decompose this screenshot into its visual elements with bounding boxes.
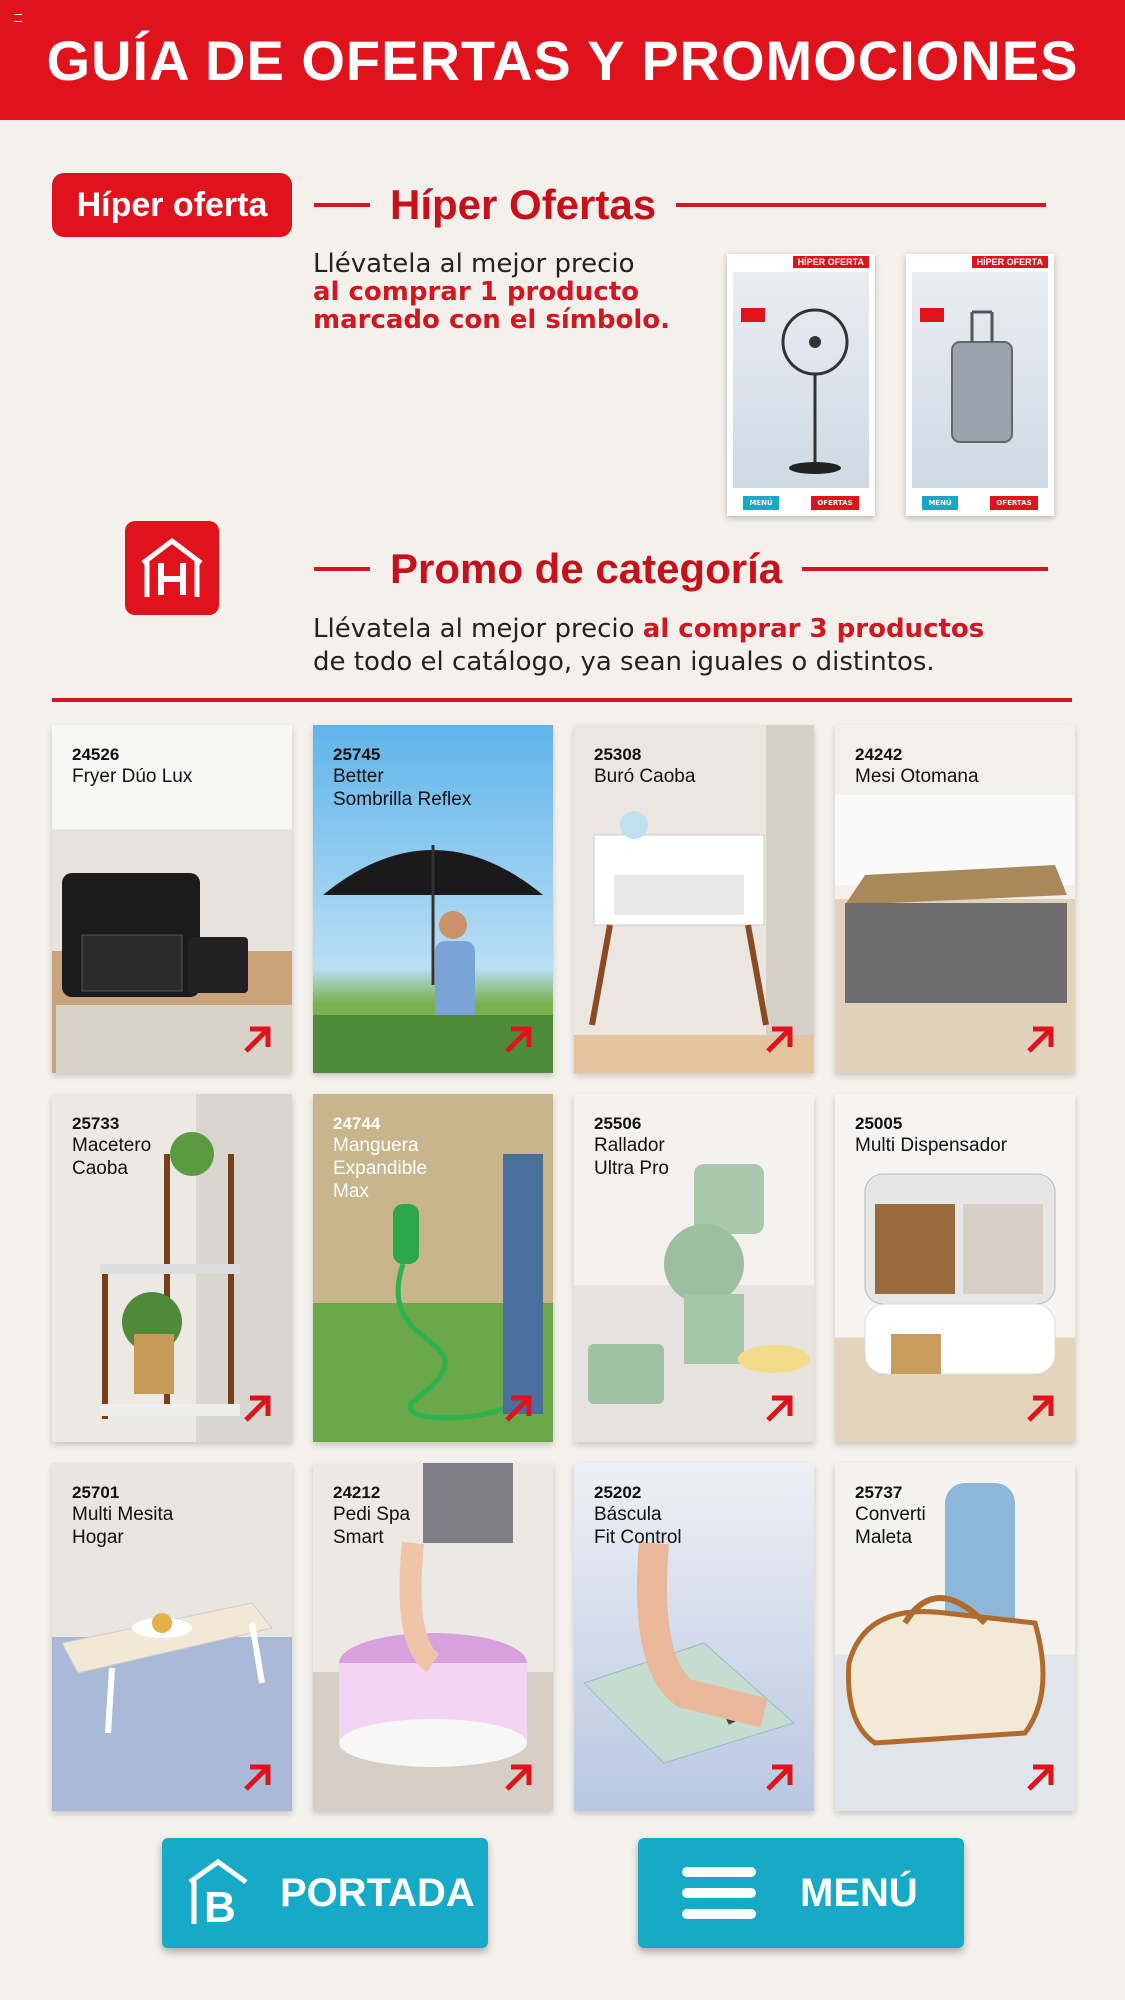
header-banner	[0, 0, 1125, 120]
promo-desc-line2: de todo el catálogo, ya sean iguales o distintos.	[313, 647, 935, 677]
product-card[interactable]	[835, 1463, 1075, 1811]
menu-button[interactable]	[638, 1838, 964, 1948]
thumb-ofertas-button: OFERTAS	[811, 496, 858, 510]
product-name: Macetero Caoba	[72, 1135, 152, 1179]
product-card[interactable]	[52, 725, 292, 1073]
hiper-oferta-badge: Híper oferta	[52, 173, 292, 237]
fan-image	[733, 272, 869, 488]
page-title: GUÍA DE OFERTAS Y PROMOCIONES	[46, 28, 1079, 92]
heading-line-right	[676, 203, 1046, 207]
product-code: 25202	[594, 1483, 642, 1502]
thumb-menu-button: MENÚ	[743, 496, 778, 510]
arrow-up-right-icon[interactable]	[762, 1761, 796, 1795]
portada-label: PORTADA	[280, 1870, 475, 1915]
product-name: Better Sombrilla Reflex	[333, 766, 472, 810]
menu-dots-icon[interactable]	[14, 14, 22, 22]
product-card[interactable]	[313, 1094, 553, 1442]
home-b-icon	[186, 1858, 250, 1928]
product-card[interactable]	[52, 1463, 292, 1811]
arrow-up-right-icon[interactable]	[1023, 1023, 1057, 1057]
hiper-ofertas-heading	[314, 181, 1046, 229]
product-card[interactable]	[574, 1463, 814, 1811]
product-name: Manguera Expandible Max	[333, 1135, 428, 1202]
product-name: Converti Maleta	[855, 1504, 926, 1548]
product-name: Báscula Fit Control	[594, 1504, 682, 1548]
hamburger-menu-icon	[682, 1865, 756, 1921]
heading-line-left	[314, 203, 370, 207]
hiper-ofertas-title: Híper Ofertas	[390, 181, 657, 228]
product-code: 24212	[333, 1483, 381, 1502]
product-name: Fryer Dúo Lux	[72, 766, 193, 787]
product-code: 25701	[72, 1483, 120, 1502]
arrow-up-right-icon[interactable]	[240, 1761, 274, 1795]
promo-desc-line1a: Llévatela al mejor precio	[313, 614, 643, 644]
thumb-tag: HÍPER OFERTA	[793, 256, 869, 268]
product-card[interactable]	[835, 725, 1075, 1073]
product-card[interactable]	[313, 1463, 553, 1811]
product-code: 25745	[333, 745, 381, 764]
promo-description	[313, 613, 984, 679]
product-card[interactable]	[835, 1094, 1075, 1442]
arrow-up-right-icon[interactable]	[240, 1392, 274, 1426]
arrow-up-right-icon[interactable]	[762, 1392, 796, 1426]
product-card[interactable]	[574, 725, 814, 1073]
arrow-up-right-icon[interactable]	[501, 1392, 535, 1426]
heading-line-left	[314, 567, 370, 571]
product-code: 25733	[72, 1114, 120, 1133]
product-code: 24242	[855, 745, 903, 764]
hiper-description	[313, 250, 670, 334]
product-code: 25005	[855, 1114, 903, 1133]
section-divider	[52, 698, 1072, 702]
product-code: 24744	[333, 1114, 381, 1133]
product-name: Rallador Ultra Pro	[594, 1135, 669, 1179]
arrow-up-right-icon[interactable]	[1023, 1761, 1057, 1795]
thumb-tag: HÍPER OFERTA	[972, 256, 1048, 268]
product-code: 25308	[594, 745, 642, 764]
svg-text:B: B	[204, 1883, 236, 1928]
product-card[interactable]	[52, 1094, 292, 1442]
product-card[interactable]	[574, 1094, 814, 1442]
hiper-example-thumbnail-fan	[727, 254, 875, 516]
promo-categoria-heading	[314, 545, 1048, 593]
arrow-up-right-icon[interactable]	[501, 1761, 535, 1795]
product-code: 25737	[855, 1483, 903, 1502]
product-code: 24526	[72, 745, 120, 764]
hiper-desc-line3: marcado con el símbolo.	[313, 305, 670, 335]
portada-button[interactable]	[162, 1838, 488, 1948]
product-name: Multi Mesita Hogar	[72, 1504, 174, 1548]
product-name: Pedi Spa Smart	[333, 1504, 411, 1548]
hiper-desc-line2: al comprar 1 producto	[313, 277, 639, 307]
thumb-ofertas-button: OFERTAS	[990, 496, 1037, 510]
luggage-image	[912, 272, 1048, 488]
house-h-icon	[125, 521, 219, 615]
thumb-menu-button: MENÚ	[922, 496, 957, 510]
hiper-example-thumbnail-luggage	[906, 254, 1054, 516]
product-name: Multi Dispensador	[855, 1135, 1008, 1156]
arrow-up-right-icon[interactable]	[762, 1023, 796, 1057]
promo-desc-line1b: al comprar 3 productos	[642, 614, 985, 644]
menu-label: MENÚ	[800, 1870, 918, 1915]
arrow-up-right-icon[interactable]	[240, 1023, 274, 1057]
product-card[interactable]	[313, 725, 553, 1073]
product-name: Mesi Otomana	[855, 766, 979, 787]
product-code: 25506	[594, 1114, 642, 1133]
promo-categoria-title: Promo de categoría	[390, 545, 783, 592]
arrow-up-right-icon[interactable]	[1023, 1392, 1057, 1426]
product-name: Buró Caoba	[594, 766, 696, 787]
arrow-up-right-icon[interactable]	[501, 1023, 535, 1057]
heading-line-right	[802, 567, 1048, 571]
hiper-desc-line1: Llévatela al mejor precio	[313, 249, 635, 279]
